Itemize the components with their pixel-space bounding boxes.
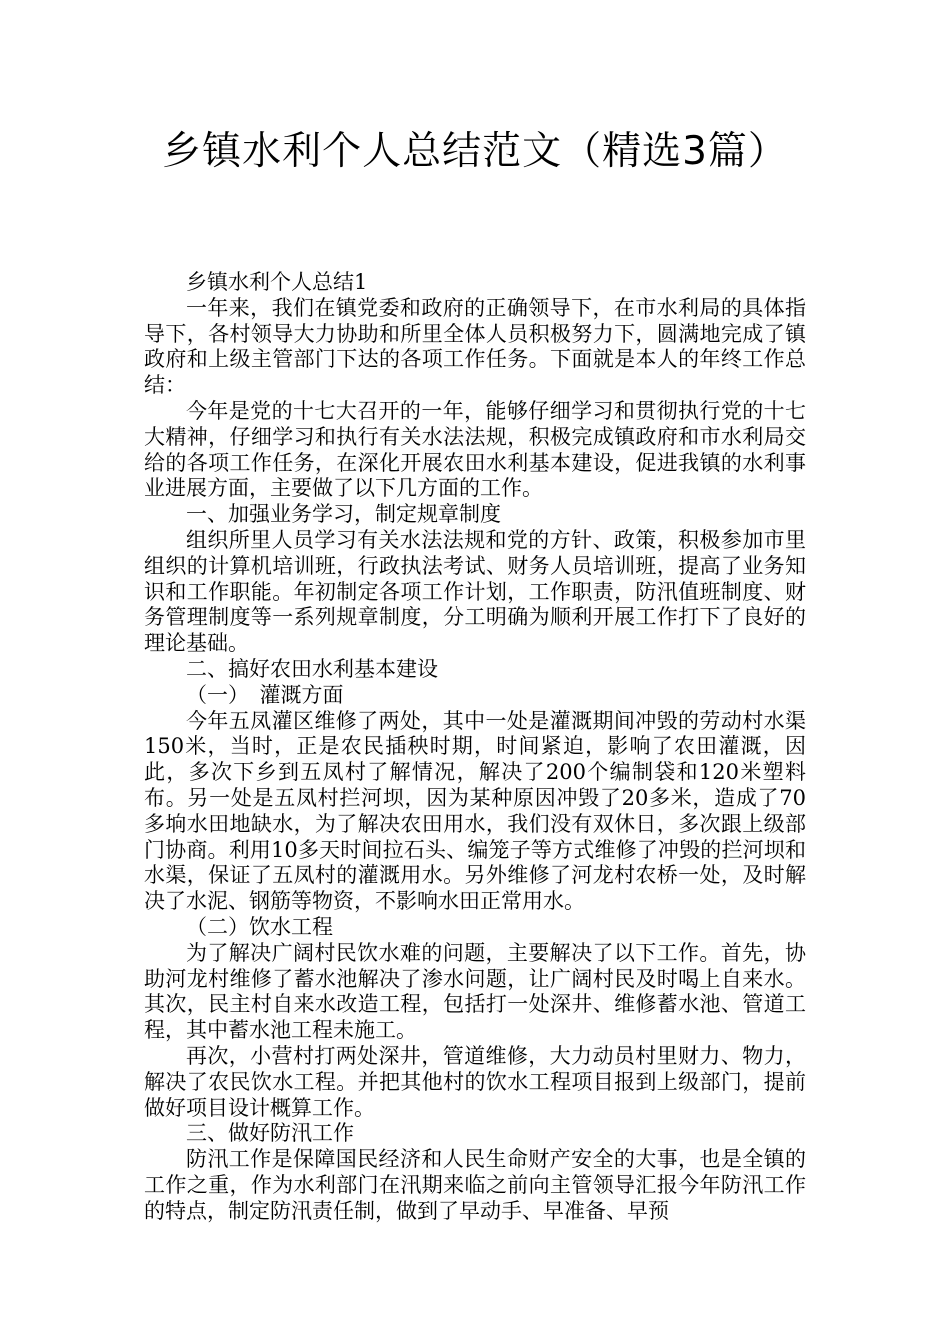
- document-title: 乡镇水利个人总结范文（精选3篇）: [162, 129, 788, 174]
- body-paragraph: 今年五凤灌区维修了两处，其中一处是灌溉期间冲毁的劳动村水渠150米，当时，正是农民插秧时期，时间紧迫，影响了农田灌溉，因此，多次下乡到五凤村了解情况，解决了200个编制袋和120米塑料布。另一处是五凤村拦河坝，因为某种原因冲毁了20多米，造成了70多垧水田地缺水，为了解决农田用水，我们没有双休日，多次跟上级部门协商。利用10多天时间拉石头、编笼子等方式维修了冲毁的拦河坝和水渠，保证了五凤村的灌溉用水。另外维修了河龙村农桥一处，及时解决了水泥、钢筋等物资，不影响水田正常用水。: [144, 708, 806, 914]
- subsection-heading: （二）饮水工程: [186, 914, 333, 939]
- body-paragraph: 组织所里人员学习有关水法法规和党的方针、政策，积极参加市里组织的计算机培训班，行政执法考试、财务人员培训班，提高了业务知识和工作职能。年初制定各项工作计划，工作职责，防汛值班制度、财务管理制度等一系列规章制度，分工明确为顺利开展工作打下了良好的理论基础。: [144, 527, 806, 656]
- body-paragraph: 防汛工作是保障国民经济和人民生命财产安全的大事，也是全镇的工作之重，作为水利部门在汛期来临之前向主管领导汇报今年防汛工作的特点，制定防汛责任制，做到了早动手、早准备、早预: [144, 1147, 806, 1223]
- body-paragraph: 一年来，我们在镇党委和政府的正确领导下，在市水利局的具体指导下，各村领导大力协助和所里全体人员积极努力下，圆满地完成了镇政府和上级主管部门下达的各项工作任务。下面就是本人的年终工作总结：: [144, 295, 806, 398]
- document-body: [144, 270, 806, 1224]
- section-heading: 三、做好防汛工作: [186, 1121, 354, 1146]
- body-paragraph: 为了解决广阔村民饮水难的问题，主要解决了以下工作。首先，协助河龙村维修了蓄水池解决了渗水问题，让广阔村民及时喝上自来水。其次，民主村自来水改造工程，包括打一处深井、维修蓄水池、管道工程，其中蓄水池工程未施工。: [144, 940, 806, 1043]
- section-heading: 一、加强业务学习，制定规章制度: [186, 502, 501, 527]
- body-paragraph: 今年是党的十七大召开的一年，能够仔细学习和贯彻执行党的十七大精神，仔细学习和执行有关水法法规，积极完成镇政府和市水利局交给的各项工作任务，在深化开展农田水利基本建设，促进我镇的水利事业进展方面，主要做了以下几方面的工作。: [144, 398, 806, 501]
- subsection-heading: （一） 灌溉方面: [186, 682, 344, 707]
- section-heading: 二、搞好农田水利基本建设: [186, 656, 438, 681]
- section-heading: 乡镇水利个人总结1: [186, 270, 368, 294]
- body-paragraph: 再次，小营村打两处深井，管道维修，大力动员村里财力、物力，解决了农民饮水工程。并把其他村的饮水工程项目报到上级部门，提前做好项目设计概算工作。: [144, 1043, 806, 1120]
